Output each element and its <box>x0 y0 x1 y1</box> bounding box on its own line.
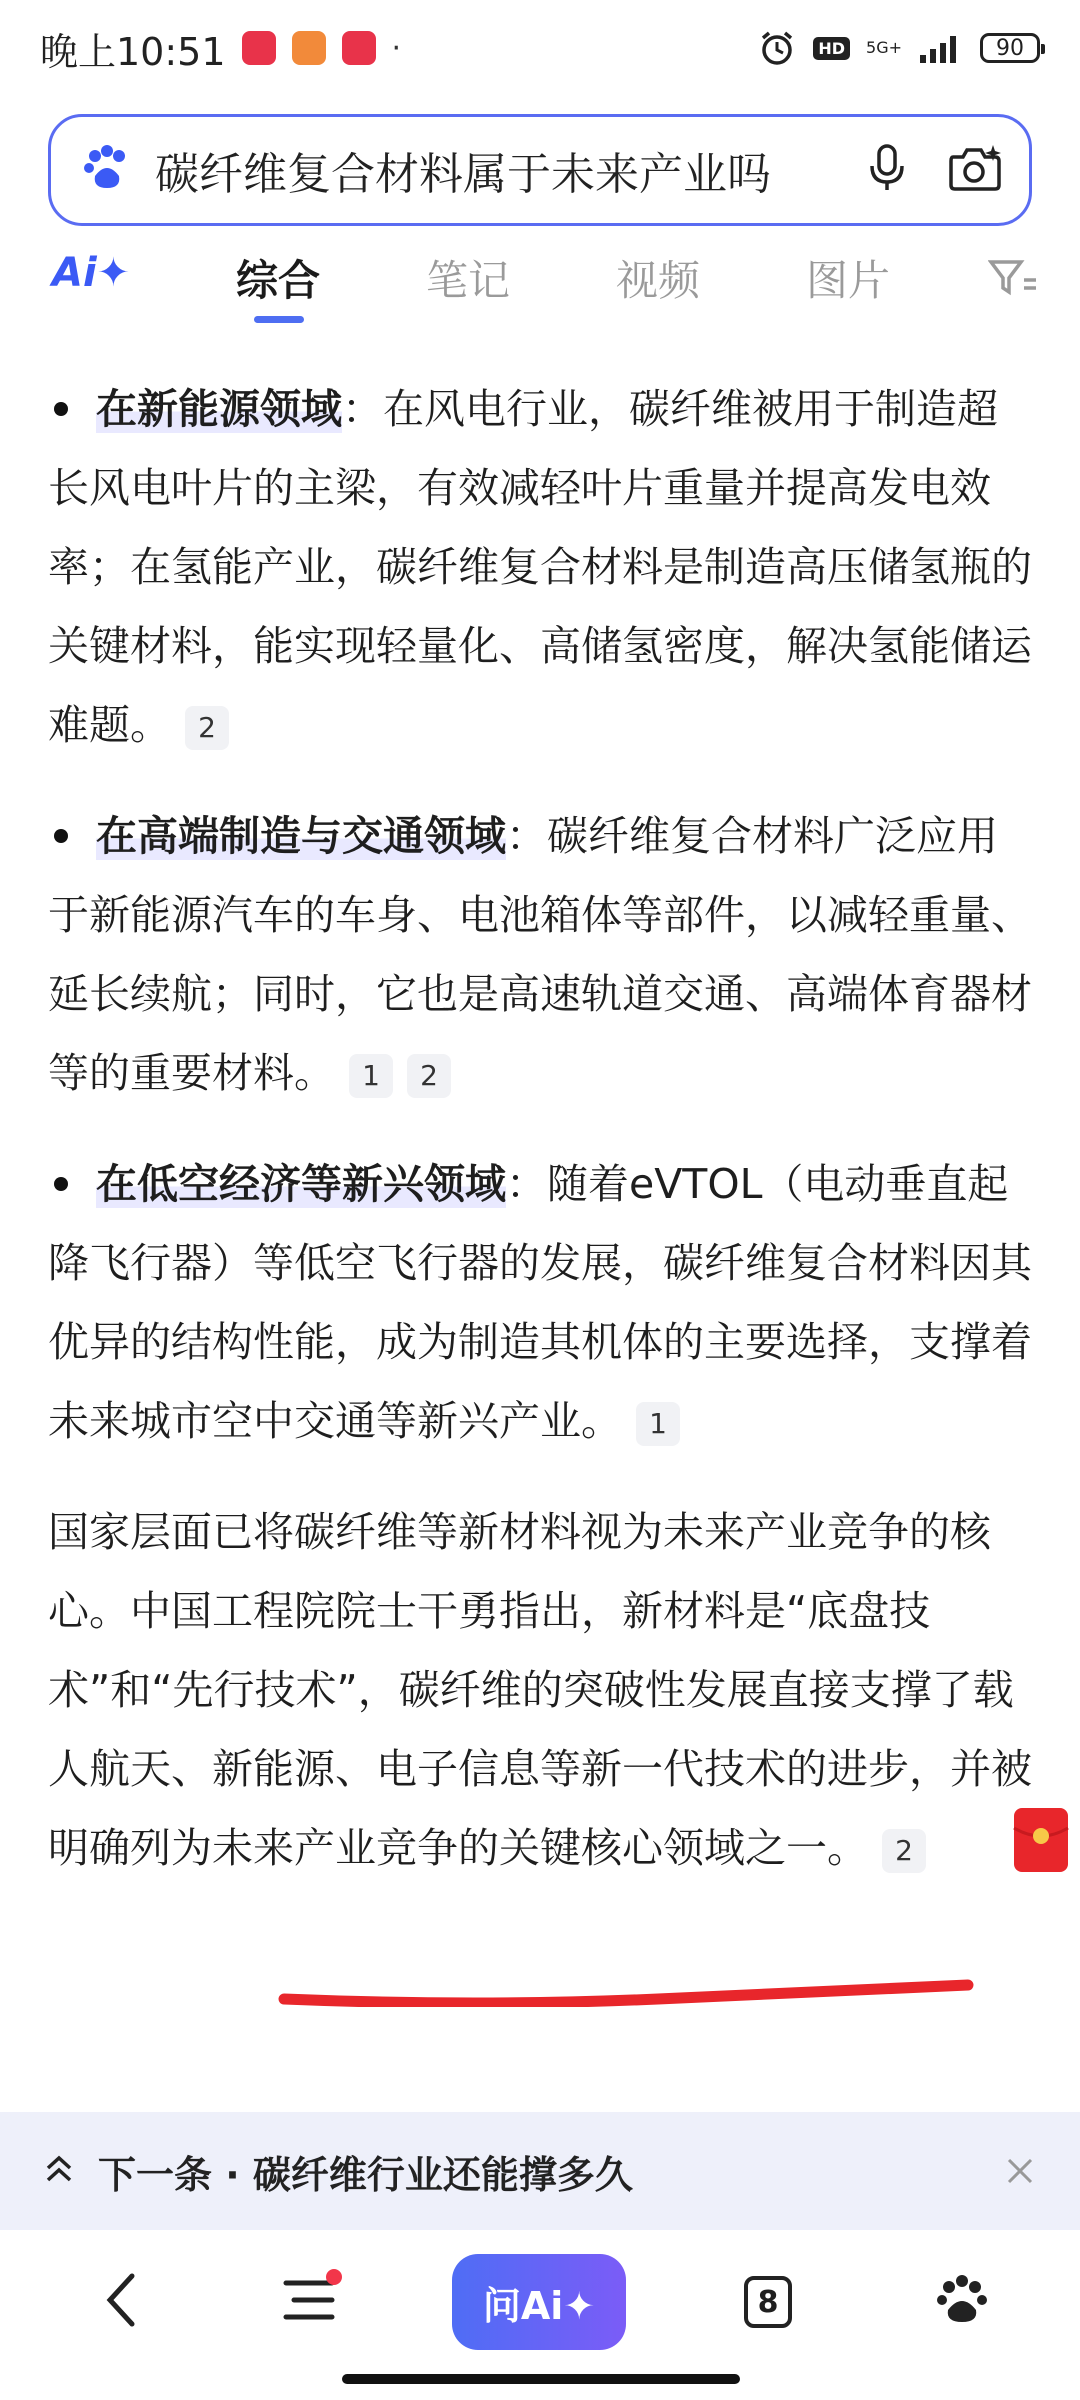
home-button[interactable] <box>922 2254 1002 2350</box>
bullet-point <box>54 1177 68 1191</box>
bullet-term: 在低空经济等新兴领域 <box>96 1160 506 1208</box>
bullet-term: 在高端制造与交通领域 <box>96 812 506 860</box>
list-item <box>48 370 1032 765</box>
alarm-icon <box>757 28 797 68</box>
ai-tab-logo[interactable]: Ai✦ <box>52 250 131 296</box>
list-item <box>48 1145 1032 1461</box>
active-tab-indicator <box>254 316 304 323</box>
tab-count-icon: 8 <box>744 2276 792 2328</box>
hd-badge: HD <box>813 37 850 60</box>
citation-ref[interactable]: 1 <box>349 1054 393 1098</box>
search-input[interactable]: 碳纤维复合材料属于未来产业吗 <box>155 149 771 200</box>
app-notification-icon <box>242 31 276 65</box>
bullet-term: 在新能源领域 <box>96 385 342 433</box>
status-dot: · <box>391 30 402 66</box>
home-indicator[interactable] <box>342 2374 740 2384</box>
menu-button[interactable] <box>270 2254 350 2350</box>
summary-text: 国家层面已将碳纤维等新材料视为未来产业竞争的核心。中国工程院院士干勇指出，新材料是“底盘技术”和“先行技术”，碳纤维的突破性发展直接支撑了载人航天、新能源、电子信息等新一代技术的进步，并被明确列为未来产业竞争的关键核心领域之一。 <box>48 1508 1032 1872</box>
summary-paragraph <box>48 1493 1032 1888</box>
tabs-button[interactable] <box>728 2254 808 2350</box>
status-time: 晚上10:51 <box>40 29 226 74</box>
status-bar <box>0 0 1080 96</box>
network-type: 5G+ <box>866 38 902 57</box>
double-chevron-up-icon <box>44 2152 74 2190</box>
notification-dot <box>326 2269 342 2285</box>
close-icon[interactable] <box>1000 2151 1040 2191</box>
bullet-point <box>54 829 68 843</box>
citation-ref[interactable]: 2 <box>882 1829 926 1873</box>
ask-ai-button[interactable]: 问Ai✦ <box>452 2254 626 2350</box>
filter-icon[interactable] <box>988 258 1038 302</box>
red-annotation-underline <box>278 1977 978 2007</box>
baidu-home-icon <box>934 2272 990 2332</box>
citation-ref[interactable]: 2 <box>407 1054 451 1098</box>
bullet-text: ：碳纤维复合材料广泛应用于新能源汽车的车身、电池箱体等部件，以减轻重量、延长续航；同时，它也是高速轨道交通、高端体育器材等的重要材料。 <box>48 812 1032 1097</box>
next-suggestion-bar[interactable] <box>0 2112 1080 2230</box>
search-bar[interactable] <box>48 114 1032 226</box>
baidu-paw-icon <box>81 142 133 198</box>
bullet-text: ：随着eVTOL（电动垂直起降飞行器）等低空飞行器的发展，碳纤维复合材料因其优异的结构性能，成为制造其机体的主要选择，支撑着未来城市空中交通等新兴产业。 <box>48 1160 1032 1445</box>
next-suggestion-text[interactable]: 下一条 · 碳纤维行业还能撑多久 <box>98 2152 633 2197</box>
bullet-point <box>54 402 68 416</box>
camera-search-icon[interactable] <box>947 143 1003 197</box>
tab-all[interactable]: 综合 <box>236 256 321 305</box>
tab-notes[interactable]: 笔记 <box>426 256 511 305</box>
app-notification-icon <box>292 31 326 65</box>
back-arrow-icon <box>100 2270 140 2334</box>
tab-videos[interactable]: 视频 <box>616 256 701 305</box>
app-notification-icon <box>342 31 376 65</box>
bullet-text: ：在风电行业，碳纤维被用于制造超长风电叶片的主梁，有效减轻叶片重量并提高发电效率；在氢能产业，碳纤维复合材料是制造高压储氢瓶的关键材料，能实现轻量化、高储氢密度，解决氢能储运难题。 <box>48 385 1032 749</box>
search-tabs <box>0 240 1080 326</box>
tab-images[interactable]: 图片 <box>806 256 891 305</box>
citation-ref[interactable]: 2 <box>185 706 229 750</box>
microphone-icon[interactable] <box>867 142 907 198</box>
battery-indicator: 90 <box>980 33 1040 63</box>
citation-ref[interactable]: 1 <box>636 1402 680 1446</box>
back-button[interactable] <box>80 2254 160 2350</box>
list-item <box>48 797 1032 1113</box>
menu-icon <box>282 2275 338 2329</box>
answer-content <box>48 370 1032 1888</box>
red-envelope-icon[interactable] <box>1012 1806 1070 1874</box>
signal-icon <box>918 33 964 63</box>
